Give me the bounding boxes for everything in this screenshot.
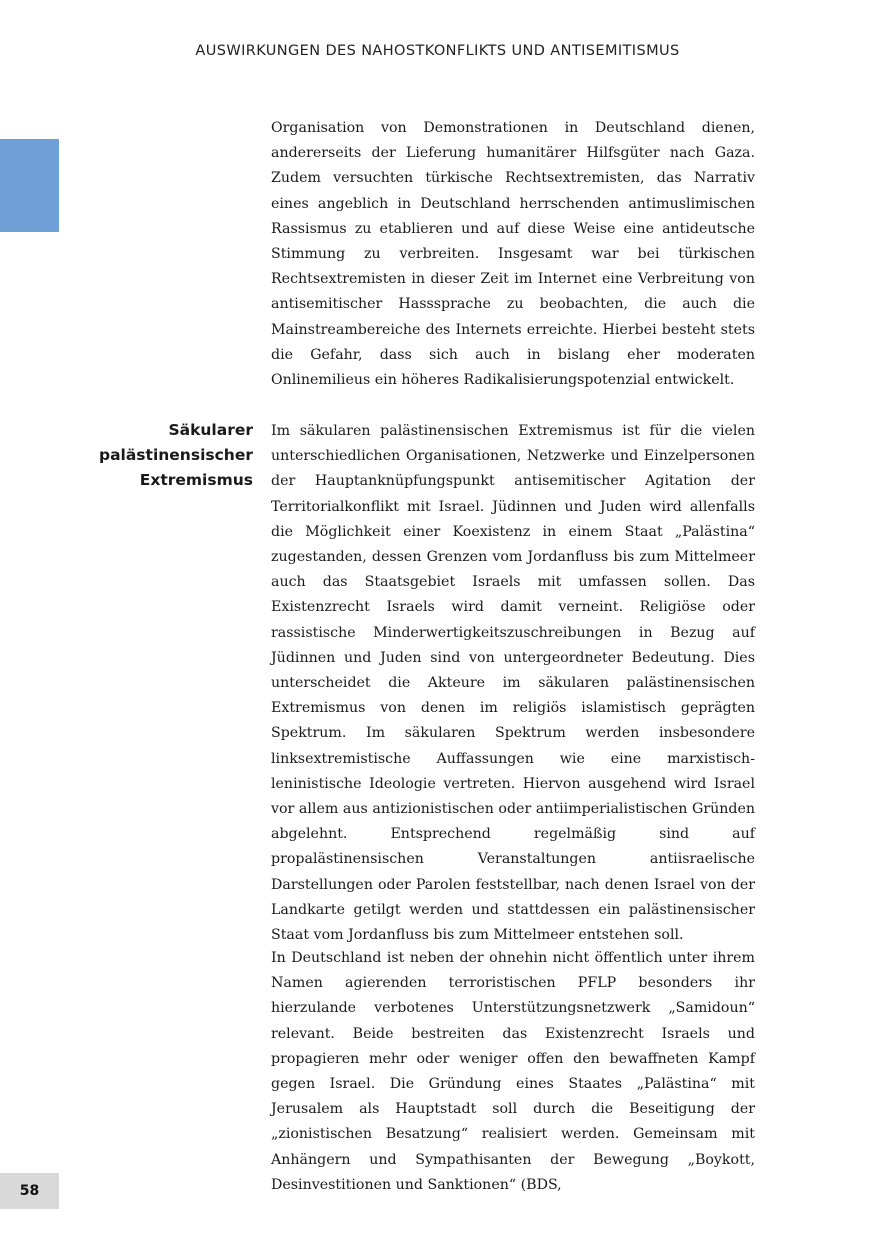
body-paragraph: Organisation von Demonstrationen in Deutschland dienen, andererseits der Lieferung humanitärer Hilfsgüter nach Gaza. Zudem versuchten türkische Rechtsextremisten, das Narrativ eines angeblich in Deutschland herrschenden antimuslimischen Rassismus zu etablieren und auf diese Weise eine antideutsche Stimmung zu verbreiten. Insgesamt war bei türkischen Rechtsextremisten in dieser Zeit im Internet eine Verbreitung von antisemitischer Hasssprache zu beobachten, die auch die Mainstreambereiche des Internets erreichte. Hierbei besteht stets die Gefahr, dass sich auch in bislang eher moderaten Onlinemilieus ein höheres Radikalisierungspotenzial entwickelt.	[271, 120, 755, 389]
page-number: 58	[0, 1173, 59, 1209]
body-paragraph: Im säkularen palästinensischen Extremismus ist für die vielen unterschiedlichen Organisationen, Netzwerke und Einzelpersonen der Hauptanknüpfungspunkt antisemitischer Agitation der Territorialkonflikt mit Israel. Jüdinnen und Juden wird allenfalls die Möglichkeit einer Koexistenz in einem Staat „Palästina“ zugestanden, dessen Grenzen vom Jordanfluss bis zum Mittelmeer auch das Staatsgebiet Israels mit umfassen sollen. Das Existenzrecht Israels wird damit verneint. Religiöse oder rassistische Minderwertigkeitszuschreibungen in Bezug auf Jüdinnen und Juden sind von untergeordneter Bedeutung. Dies unterscheidet die Akteure im säkularen palästinensischen Extremismus von denen im religiös islamistisch geprägten Spektrum. Im säkularen Spektrum werden insbesondere linksextremistische Auffassungen wie eine marxistisch-leninistische Ideologie vertreten. Hiervon ausgehend wird Israel vor allem aus antizionistischen oder antiimperialistischen Gründen abgelehnt. Entsprechend regelmäßig sind auf propalästinensischen Veranstaltungen antiisraelische Darstellungen oder Parolen feststellbar, nach denen Israel von der Landkarte getilgt werden und stattdessen ein palästinensischer Staat vom Jordanfluss bis zum Mittelmeer entstehen soll.	[271, 423, 755, 944]
chapter-tab-marker	[0, 139, 59, 232]
section-heading-line: Säkularer	[168, 421, 253, 439]
section-heading-line: palästinensischer	[98, 446, 253, 464]
section-heading	[60, 418, 253, 493]
running-header: AUSWIRKUNGEN DES NAHOSTKONFLIKTS UND ANTISEMITISMUS	[195, 43, 680, 59]
section-heading-line: Extremismus	[139, 471, 253, 489]
body-paragraph: In Deutschland ist neben der ohnehin nicht öffentlich unter ihrem Namen agierenden terroristischen PFLP besonders ihr hierzulande verbotenes Unterstützungsnetzwerk „Samidoun“ relevant. Beide bestreiten das Existenzrecht Israels und propagieren mehr oder weniger offen den bewaffneten Kampf gegen Israel. Die Gründung eines Staates „Palästina“ mit Jerusalem als Hauptstadt soll durch die Beseitigung der „zionistischen Besatzung“ realisiert werden. Gemeinsam mit Anhängern und Sympathisanten der Bewegung „Boykott, Desinvestitionen und Sanktionen“ (BDS,	[271, 950, 755, 1193]
